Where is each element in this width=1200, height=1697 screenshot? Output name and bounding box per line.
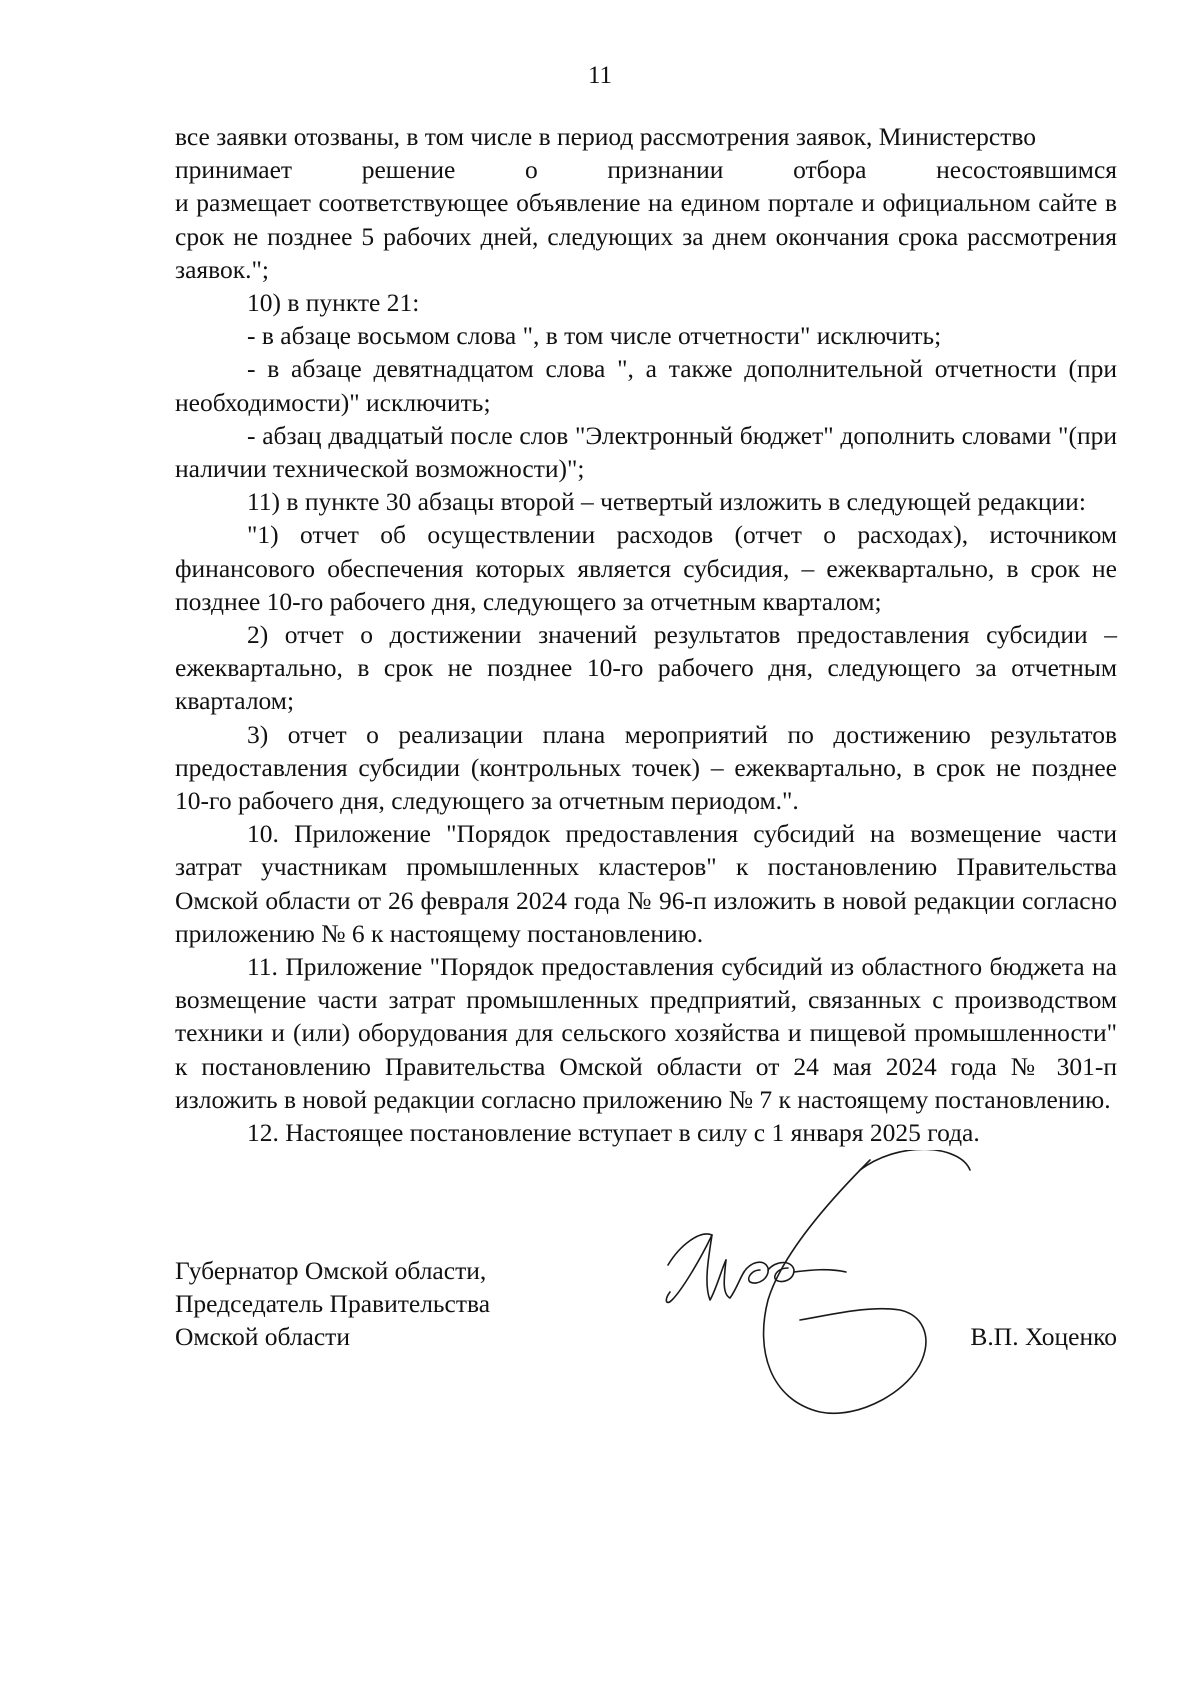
- page-number: 11: [587, 62, 613, 89]
- paragraph-continuation-end: и размещает соответствующее объявление на едином портале и официальном сайте в срок не позднее 5 рабочих дней, следующих за днем окончания срока рассмотрения заявок.";: [175, 188, 1117, 284]
- paragraph-item-10: 10) в пункте 21:: [247, 288, 420, 318]
- paragraph-item-11: 11) в пункте 30 абзацы второй – четвертый изложить в следующей редакции:: [247, 487, 1086, 517]
- paragraph-report-3: 3) отчет о реализации плана мероприятий по достижению результатов предоставления субсидии (контрольных точек) – ежеквартально, в срок не позднее 10-го рабочего дня, следующего за отчетным периодом.".: [175, 719, 1117, 816]
- paragraph-continuation: все заявки отозваны, в том числе в период рассмотрения заявок, Министерство: [175, 122, 1036, 151]
- paragraph-report-2: 2) отчет о достижении значений результатов предоставления субсидии – ежеквартально, в срок не позднее 10-го рабочего дня, следующего за отчетным кварталом;: [175, 620, 1117, 716]
- paragraph-dash-2: - в абзаце девятнадцатом слова ", а также дополнительной отчетности (при необходимости)" исключить;: [175, 354, 1117, 417]
- signatory-title-line: Омской области: [175, 1322, 350, 1352]
- document-body: [175, 120, 1117, 1149]
- paragraph-dash-1: - в абзаце восьмом слова ", в том числе отчетности" исключить;: [247, 321, 942, 351]
- signatory-title-line: Председатель Правительства: [175, 1289, 491, 1319]
- signatory-name: В.П. Хоценко: [970, 1322, 1117, 1351]
- paragraph-clause-10: 10. Приложение "Порядок предоставления субсидий на возмещение части затрат участникам промышленных кластеров" к постановлению Правительства Омской области от 26 февраля 2024 года № 96-п изложить в новой редакции согласно приложению № 6 к настоящему постановлению.: [175, 819, 1117, 948]
- paragraph-clause-12: 12. Настоящее постановление вступает в силу с 1 января 2025 года.: [247, 1118, 980, 1148]
- paragraph-continuation-spread: принимает решение о признании отбора несостоявшимся: [175, 155, 1117, 185]
- paragraph-clause-11: 11. Приложение "Порядок предоставления субсидий из областного бюджета на возмещение части затрат промышленных предприятий, связанных с производством техники и (или) оборудования для сельского хозяйства и пищевой промышленности" к постановлению Правительства Омской области от 24 мая 2024 года № 301-п изложить в новой редакции согласно приложению № 7 к настоящему постановлению.: [175, 952, 1117, 1114]
- signatory-title-line: Губернатор Омской области,: [175, 1256, 487, 1285]
- signature-block: [175, 1254, 1117, 1384]
- signatory-title: [175, 1254, 490, 1354]
- paragraph-report-1: "1) отчет об осуществлении расходов (отчет о расходах), источником финансового обеспечения которых является субсидия, – ежеквартально, в срок не позднее 10-го рабочего дня, следующего за отчетным кварталом;: [175, 520, 1117, 616]
- paragraph-dash-3: - абзац двадцатый после слов "Электронный бюджет" дополнить словами "(при наличии технической возможности)";: [175, 420, 1117, 484]
